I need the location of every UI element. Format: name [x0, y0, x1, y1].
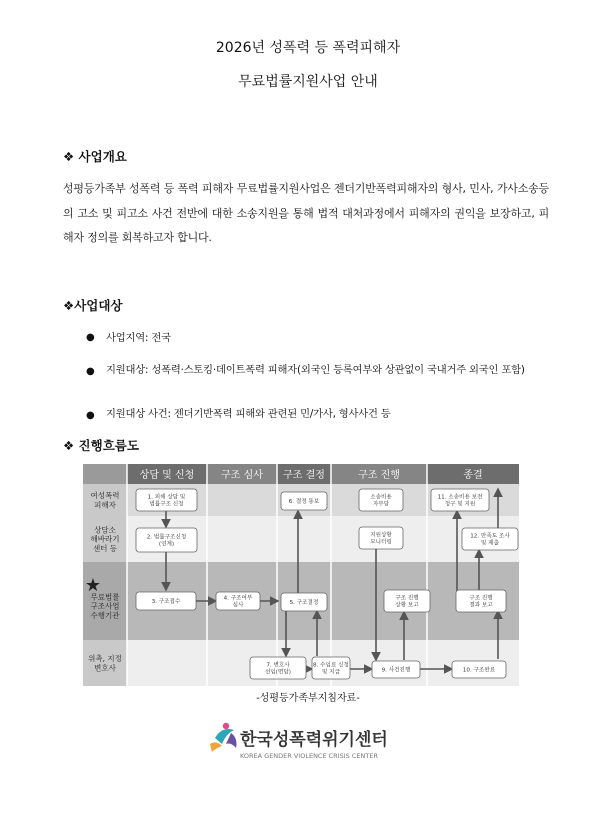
- row-label: 여성폭력 피해자: [90, 490, 120, 510]
- star-icon: ★: [84, 575, 102, 596]
- flow-step-label: 8. 수임료 신청 및 지급: [313, 662, 349, 676]
- flow-step-label: 6. 결정 통보: [288, 498, 320, 505]
- row-label: 무료법률 구조사업 수행기관: [90, 592, 120, 620]
- flow-step-label: 9. 사건진행: [381, 667, 411, 674]
- column-header-decision: 구조 결정: [283, 470, 325, 481]
- flow-step-label: 12. 만족도 조사 및 제출: [470, 533, 510, 547]
- flow-step-label: 구조 진행 결과 보고: [469, 595, 493, 609]
- flow-step-label: 11. 소송비용 보전 청구 및 지원: [437, 494, 483, 508]
- column-header-apply: 상담 및 신청: [139, 470, 195, 481]
- row-label: 위촉, 지정 변호사: [88, 653, 122, 673]
- overview-paragraph: 성평등가족부 성폭력 등 폭력 피해자 무료법률지원사업은 젠더기반폭력피해자의 형사, 민사, 가사소송등의 고소 및 피고소 사건 전반에 대한 소송지원을 통해 법적 대처과정에서 피해자의 권익을 보장하고, 피해자 정의를 회복하고자 합니다.: [63, 182, 549, 244]
- column-header-progress: 구조 진행: [358, 470, 400, 481]
- flow-step-label: 2. 법률구조신청 (연계): [146, 534, 187, 548]
- section-heading-flow: ❖ 진행흐름도: [63, 438, 139, 453]
- page-subtitle: 무료법률지원사업 안내: [238, 74, 378, 90]
- bullet-icon: ●: [86, 410, 95, 421]
- target-item-region: 사업지역: 전국: [106, 332, 171, 344]
- section-heading-target: ❖사업대상: [63, 298, 123, 313]
- logo-title: 한국성폭력위기센터: [240, 730, 388, 750]
- page-title: 2026년 성폭력 등 폭력피해자: [215, 40, 401, 56]
- bullet-icon: ●: [86, 366, 95, 377]
- row-label: 상담소 해바라기 센터 등: [90, 525, 120, 553]
- column-header-review: 구조 심사: [221, 470, 263, 481]
- flow-step-label: 10. 구조완료: [462, 667, 496, 674]
- flow-step-label: 1. 피해 상담 및 법률구조 신청: [147, 494, 186, 508]
- flow-step-label: 7. 변호사 선임(면담): [265, 662, 291, 676]
- flow-step-label: 소송비용 자부담: [370, 494, 392, 508]
- flow-step-label: 3. 구조접수: [151, 598, 181, 605]
- flow-step-label: 4. 구조여부 심사: [223, 595, 253, 609]
- source-caption: -성평등가족부지침자료-: [256, 693, 360, 704]
- flow-step-label: 구조 진행 상황 보고: [395, 595, 419, 609]
- target-item-eligibility: 지원대상: 성폭력·스토킹·데이트폭력 피해자(외국인 등록여부와 상관없이 국내거주 외국인 포함): [106, 364, 525, 376]
- column-header-close: 종결: [463, 470, 483, 481]
- flow-step-label: 5. 구조결정: [289, 599, 319, 606]
- section-heading-overview: ❖ 사업개요: [63, 149, 127, 164]
- logo-subtitle: KOREA GENDER VIOLENCE CRISIS CENTER: [240, 752, 378, 760]
- flow-step-label: 지원상황 모니터링: [370, 532, 392, 546]
- logo-mark-icon: [210, 723, 236, 752]
- bullet-icon: ●: [86, 332, 95, 343]
- target-item-cases: 지원대상 사건: 젠더기반폭력 피해와 관련된 민/가사, 형사사건 등: [106, 408, 391, 420]
